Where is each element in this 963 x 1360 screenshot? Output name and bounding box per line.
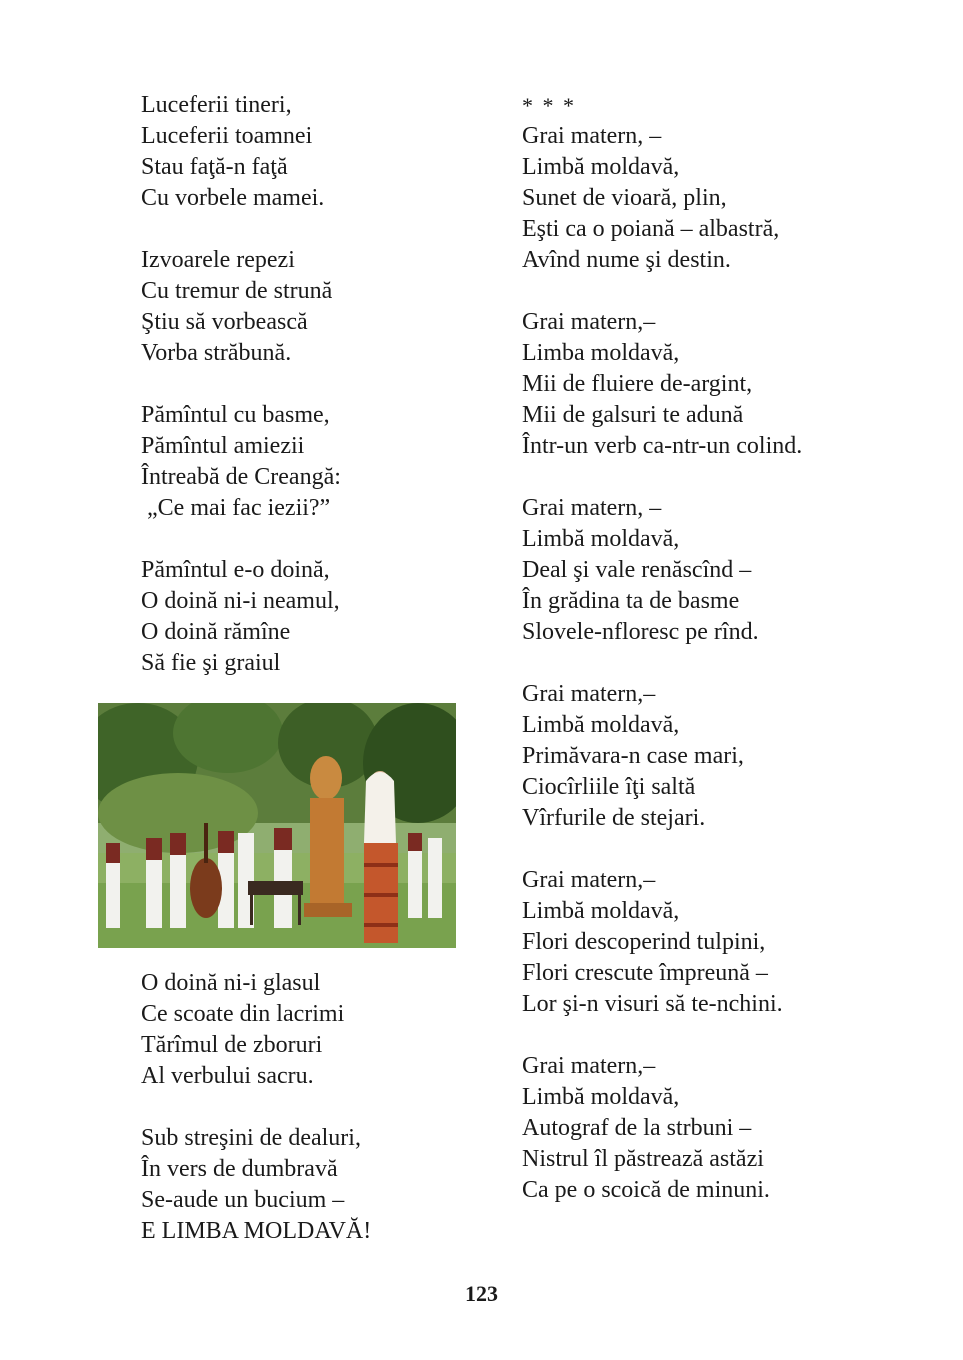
poem-line: Autograf de la strbuni – <box>522 1115 752 1141</box>
poem-line: Luceferii tineri, <box>141 92 292 118</box>
stanza <box>522 865 942 1020</box>
poem-line: Întreabă de Creangă: <box>141 464 341 490</box>
stanza <box>522 679 942 834</box>
poem-line: Eşti ca o poiană – albastră, <box>522 216 780 242</box>
stanza <box>141 400 461 524</box>
poem-line: Se-aude un bucium – <box>141 1187 345 1213</box>
poem-line: Tărîmul de zboruri <box>141 1032 323 1058</box>
left-column-top <box>141 90 461 710</box>
stanza <box>522 307 942 462</box>
poem-line: Grai matern, – <box>522 495 662 521</box>
poem-line: Stau faţă-n faţă <box>141 154 288 180</box>
stanza <box>522 1051 942 1206</box>
poem-line: Sunet de vioară, plin, <box>522 185 727 211</box>
page-number: 123 <box>465 1281 498 1306</box>
poem-line: Flori descoperind tulpini, <box>522 929 766 955</box>
poem-line: Slovele-nfloresc pe rînd. <box>522 619 759 645</box>
poem-line: Cu tremur de strună <box>141 278 333 304</box>
poem-line: Într-un verb ca-ntr-un colind. <box>522 433 803 459</box>
poem-line: Mii de galsuri te adună <box>522 402 744 428</box>
poem-line: „Ce mai fac iezii?” <box>141 495 331 521</box>
poem-line: Al verbului sacru. <box>141 1063 314 1089</box>
poem-line: Pămîntul amiezii <box>141 433 305 459</box>
poem-line: Limbă moldavă, <box>522 1084 680 1110</box>
right-column <box>522 90 942 1237</box>
poem-line: Limbă moldavă, <box>522 154 680 180</box>
poem-line: Grai matern,– <box>522 681 656 707</box>
poem-line: O doină ni-i neamul, <box>141 588 340 614</box>
poem-line: În grădina ta de basme <box>522 588 740 614</box>
folk-ensemble-photo <box>98 703 456 948</box>
poem-line: Deal şi vale renăscînd – <box>522 557 752 583</box>
poem-line: Vorba străbună. <box>141 340 292 366</box>
poem-line: Ciocîrliile îţi saltă <box>522 774 696 800</box>
poem-line: Flori crescute împreună – <box>522 960 768 986</box>
poem-line: Să fie şi graiul <box>141 650 281 676</box>
poem-line: Primăvara-n case mari, <box>522 743 744 769</box>
poem-line: Grai matern, – <box>522 123 662 149</box>
poem-line: Limbă moldavă, <box>522 712 680 738</box>
poem-line: Pămîntul e-o doină, <box>141 557 330 583</box>
poem-line: Limbă moldavă, <box>522 898 680 924</box>
poem-line: Grai matern,– <box>522 1053 656 1079</box>
poem-line: Izvoarele repezi <box>141 247 295 273</box>
poem-line: Vîrfurile de stejari. <box>522 805 706 831</box>
poem-line: Ştiu să vorbească <box>141 309 308 335</box>
poem-line: Ce scoate din lacrimi <box>141 1001 345 1027</box>
poem-line: Mii de fluiere de-argint, <box>522 371 753 397</box>
stanza <box>141 968 461 1092</box>
poem-line: O doină rămîne <box>141 619 291 645</box>
stanza <box>522 493 942 648</box>
poem-line: Avînd nume şi destin. <box>522 247 731 273</box>
poem-line: Sub streşini de dealuri, <box>141 1125 361 1151</box>
poem-line: În vers de dumbravă <box>141 1156 338 1182</box>
poem-line: O doină ni-i glasul <box>141 970 321 996</box>
poem-line: Luceferii toamnei <box>141 123 313 149</box>
poem-line: E LIMBA MOLDAVĂ! <box>141 1218 372 1244</box>
stanza <box>522 121 942 276</box>
poem-line: Lor şi-n visuri să te-nchini. <box>522 991 783 1017</box>
poem-line: Ca pe o scoică de minuni. <box>522 1177 770 1203</box>
section-separator: * * * <box>522 93 576 118</box>
stanza <box>141 555 461 679</box>
poem-line: Limba moldavă, <box>522 340 680 366</box>
poem-line: Pămîntul cu basme, <box>141 402 330 428</box>
poem-line: Grai matern,– <box>522 867 656 893</box>
stanza <box>141 1123 461 1247</box>
stanza <box>141 90 461 214</box>
poem-line: Nistrul îl păstrează astăzi <box>522 1146 764 1172</box>
poem-line: Cu vorbele mamei. <box>141 185 325 211</box>
stanza <box>141 245 461 369</box>
left-column-bottom <box>141 968 461 1278</box>
poem-line: Grai matern,– <box>522 309 656 335</box>
poem-line: Limbă moldavă, <box>522 526 680 552</box>
